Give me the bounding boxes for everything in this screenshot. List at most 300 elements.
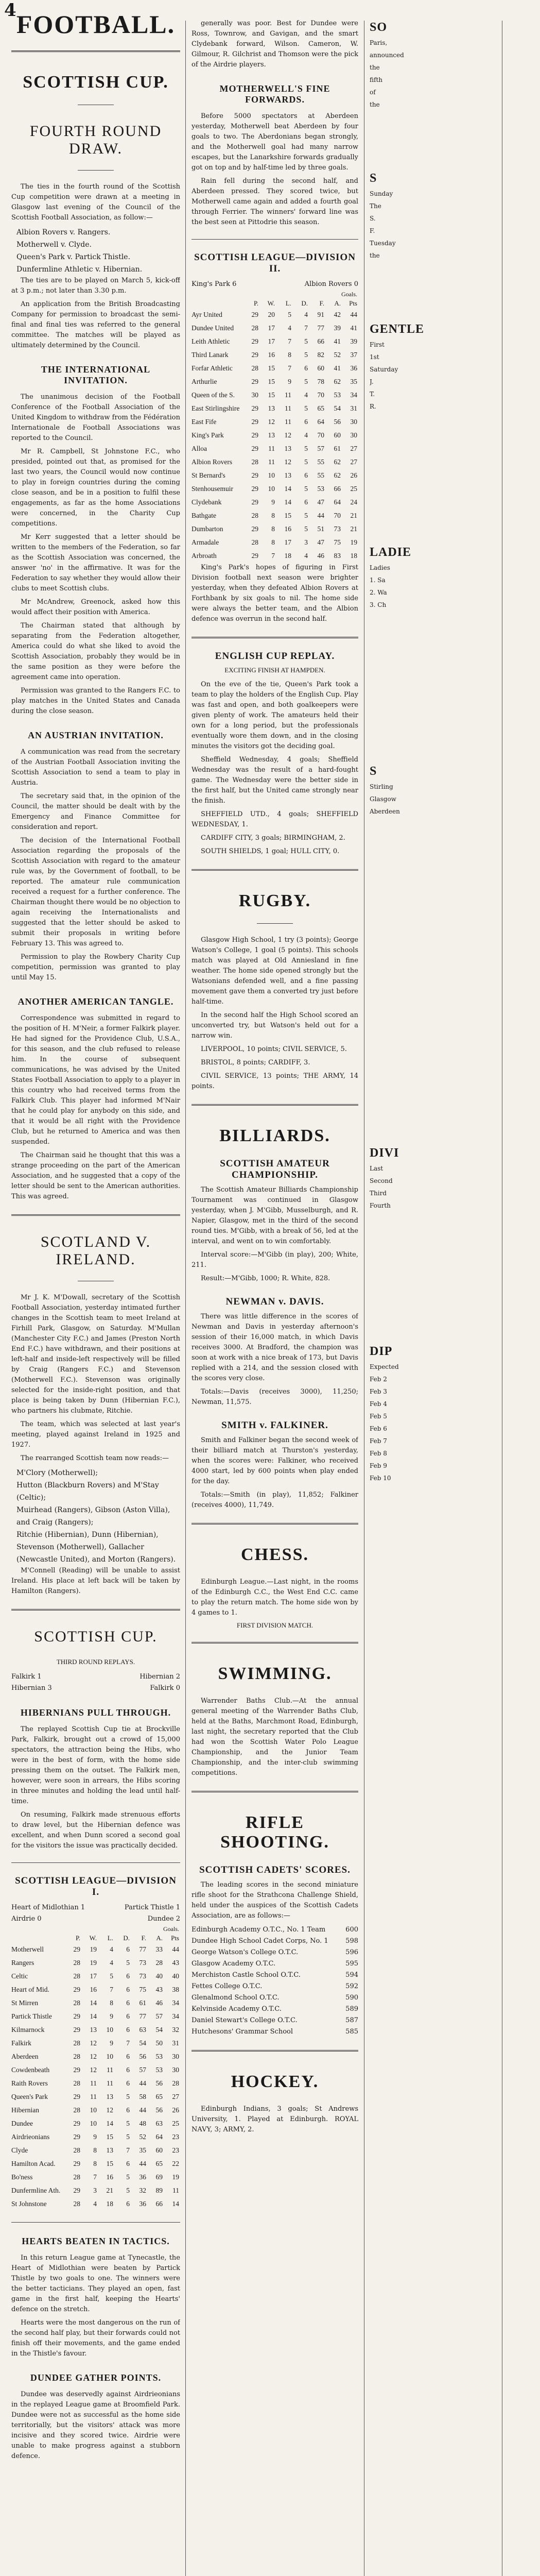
table-row [11,2197,180,2211]
table-cell: 6 [304,498,308,506]
table-cell: 55 [317,458,324,466]
fragment-line: The [370,202,381,210]
table-cell: 28 [73,2200,80,2208]
article-paragraph: The replayed Scottish Cup tie at Brockville Park, Falkirk, brought out a crowd of 15,000 spectators, the attraction being the Hibs, who were in the best of form, with the home side pressing them on the outset. The Falkirk men, however, were soon in arrears, the Hibs scoring in three minutes and holding the lead until half-time. [11,1725,180,1805]
table-cell: 4 [288,324,291,332]
table-cell: 28 [73,2053,80,2060]
team-name: Armadale [191,538,219,546]
table-cell: 11 [285,404,291,412]
table-header-row [11,1925,180,1934]
table-cell: 6 [126,2106,130,2114]
fragment-line: the [370,101,380,108]
table-cell: 29 [251,404,258,412]
divider [78,170,114,171]
score-value: 592 [345,1982,358,1990]
table-cell: 28 [73,2146,80,2154]
team-name: Forfar Athletic [191,364,233,372]
column-header: F. [141,1934,146,1942]
fragment-line: Aberdeen [370,808,400,815]
subhead-newman-davis: NEWMAN v. DAVIS. [225,1296,324,1307]
article-paragraph: The Chairman stated that although by separating from the Federation altogether, America could do what she liked to avoid the Scottish Association, probably they would be in the same position as they were before the agreement came into operation. [11,622,180,681]
result-paragraph: Result:—M'Gibb, 1000; R. White, 828. [201,1275,330,1282]
column-header: Pts [349,299,357,307]
headline-rugby: RUGBY. [238,891,311,910]
table-cell: 46 [155,1999,163,2007]
result-paragraph: CARDIFF CITY, 3 goals; BIRMINGHAM, 2. [201,834,345,842]
score-value: 598 [345,1937,358,1945]
article-paragraph: Before 5000 spectators at Aberdeen yesterday, Motherwell beat Aberdeen by four goals to two. The Aberdonians began strongly, and the Motherwell goal had many narrow escapes, but the Lanarkshire forwards gradually got on top and by half-time led by three goals. [191,112,358,172]
table-cell: 13 [284,445,291,452]
fragment-line: of [370,89,376,96]
table-cell: 13 [90,2026,97,2033]
article-paragraph: Hearts were the most dangerous on the run of the second half play, but their forwards could not finish off their movements, and the game ended in the Thistle's favour. [11,2319,180,2358]
home-score: 1 [80,1904,85,1911]
away-score: 0 [176,1684,180,1692]
fragment-line: Feb 3 [370,1388,387,1395]
rifle-score-list [191,1924,358,2038]
fragment-heading: GENTLE [370,323,425,336]
fragment-line: Fourth [370,1202,391,1209]
headline-billiards: BILLIARDS. [219,1126,330,1145]
table-row [11,1956,180,1970]
away-team: Dundee [147,1915,174,1923]
table-cell: 29 [73,2120,80,2127]
article-paragraph: Mr R. Campbell, St Johnstone F.C., who presided, pointed out that, as promised for the last two years, the Council would now continue to play in foreign countries during the coming close season, and be in a position to fulfil these engagements, as far as the home Associations were concerned, in the Charity Cup competitions. [11,448,180,528]
headline-english-cup: ENGLISH CUP REPLAY. [215,651,335,662]
fragment-line: Last [370,1165,384,1172]
table-cell: 11 [90,2093,97,2100]
table-cell: 83 [334,552,341,560]
team-name: Kilmarnock [11,2026,45,2033]
table-cell: 13 [268,404,275,412]
team-name: Rangers [11,1959,34,1967]
table-cell: 15 [268,364,275,372]
table-row [191,536,358,549]
column-1 [11,0,180,2576]
away-score: 2 [176,1673,180,1681]
table-cell: 23 [172,2146,179,2154]
subhead-third-round: THIRD ROUND REPLAYS. [56,1658,135,1666]
table-cell: 28 [73,2106,80,2114]
table-row [191,522,358,536]
column-header: D. [123,1934,130,1942]
table-cell: 4 [93,2200,97,2208]
table-cell: 29 [73,2160,80,2167]
goals-label: Goals. [341,291,357,298]
table-cell: 9 [93,2133,97,2141]
table-row [191,509,358,522]
table-cell: 27 [172,2093,179,2100]
home-score: 6 [232,280,237,288]
double-rule [191,1642,358,1643]
team-name: Raith Rovers [11,2079,48,2087]
table-row [191,442,358,455]
table-cell: 75 [334,538,341,546]
table-cell: 54 [139,2039,146,2047]
table-cell: 14 [90,1999,97,2007]
headline-scotland-ireland: SCOTLAND V. IRELAND. [40,1233,151,1268]
divider [257,923,293,924]
fragment-line: 2. Wa [370,589,387,596]
article-paragraph: The rearranged Scottish team now reads:— [21,1454,169,1462]
table-cell: 52 [139,2133,146,2141]
table-cell: 36 [139,2200,146,2208]
table-cell: 18 [106,2200,113,2208]
table-cell: 29 [73,2093,80,2100]
table-row [11,2184,180,2197]
table-cell: 34 [172,2012,179,2020]
table-cell: 8 [93,2160,97,2167]
table-cell: 19 [350,538,357,546]
team-name: Queen of the S. [191,391,235,399]
table-row [11,2077,180,2090]
article-paragraph: The decision of the International Football Association regarding the proposals of the Scottish Association with regard to the amateur rule was, by the Government of football, to be reported. The amateur rule communication received a request for a further conference. The Chairman thought there would be no objection to again receiving the Internationalists and suggested that the letter should be asked to submit their proposals in writing before February 13. This was agreed to. [11,837,180,947]
table-cell: 28 [155,1959,163,1967]
home-team: King's Park [191,280,230,288]
table-cell: 7 [304,324,308,332]
table-cell: 57 [317,445,324,452]
table-cell: 70 [334,512,341,519]
table-cell: 29 [251,431,258,439]
table-cell: 26 [350,471,357,479]
fragment-line: the [370,64,380,71]
score-value: 594 [345,1971,358,1979]
table-cell: 7 [126,2146,130,2154]
column-header: L. [107,1934,113,1942]
table-cell: 17 [90,1972,97,1980]
table-cell: 17 [284,538,291,546]
headline-scottish-cup: SCOTTISH CUP. [23,73,169,92]
column-header: D. [301,299,308,307]
table-cell: 28 [172,2079,179,2087]
column-header: P. [75,1934,80,1942]
table-row [191,429,358,442]
headline-rifle-shooting: RIFLE SHOOTING. [220,1813,329,1852]
away-team: Albion Rovers [304,280,352,288]
article-paragraph: Edinburgh Indians, 3 goals; St Andrews University, 1. Played at Edinburgh. ROYAL NAVY, 3; ARMY, 2. [191,2105,358,2133]
fragment-line: announced [370,52,404,59]
table-cell: 73 [334,525,341,533]
subhead-austrian-invitation: AN AUSTRIAN INVITATION. [28,730,164,740]
table-cell: 30 [172,2053,179,2060]
table-cell: 15 [106,2160,113,2167]
result-paragraph: CIVIL SERVICE, 13 points; THE ARMY, 14 points. [191,1072,358,1090]
table-cell: 53 [334,391,341,399]
table-cell: 6 [126,2026,130,2033]
score-value: 600 [345,1926,358,1934]
fragment-line: Feb 4 [370,1400,387,1408]
table-cell: 9 [271,498,275,506]
article-paragraph: The ties are to be played on March 5, kick-off at 3 p.m.; not later than 3.30 p.m. [11,277,180,295]
column-3 [370,0,496,2576]
tie: Dunfermline Athletic v. Hibernian. [16,265,143,274]
table-cell: 43 [155,1986,163,1993]
team-name: St Johnstone [11,2200,47,2208]
lineup-line: Muirhead (Rangers), Gibson (Aston Villa), and Craig (Rangers); [16,1506,170,1527]
table-cell: 63 [155,2120,163,2127]
table-cell: 62 [334,471,341,479]
table-cell: 54 [334,404,341,412]
table-cell: 7 [110,1986,113,1993]
score-value: 590 [345,1994,358,2002]
table-cell: 5 [304,404,308,412]
article-paragraph: Mr J. K. M'Dowall, secretary of the Scottish Football Association, yesterday intimated further changes in the Scottish team to meet Ireland at Firhill Park, Glasgow, on Saturday. M'Mullan (Manchester City F.C.) and James (Preston North End F.C.) have withdrawn, and their positions at left-half and inside-left respectively will be filled by Craig (Rangers F.C.) and Stevenson (Motherwell F.C.). Stevenson was originally selected for the inside-right position, and that place is being taken by Dunn (Hibernian F.C.), who partners his clubmate, Ritchie. [11,1294,180,1415]
tie: Albion Rovers v. Rangers. [16,228,111,236]
table-cell: 42 [334,311,341,318]
table-cell: 35 [139,2146,146,2154]
table-row [11,1996,180,2010]
team-name: Hamilton Acad. [11,2160,56,2167]
table-cell: 5 [304,512,308,519]
rifle-score-row [191,1947,358,1958]
table-cell: 14 [172,2200,179,2208]
table-cell: 29 [251,418,258,426]
table-cell: 58 [139,2093,146,2100]
column-4-sliver [507,0,540,2576]
fragment-line: 1st [370,353,379,361]
fragment-line: Feb 6 [370,1425,387,1432]
table-cell: 65 [155,2160,163,2167]
away-score: 2 [176,1915,180,1923]
table-cell: 70 [317,391,324,399]
table-cell: 69 [155,2173,163,2181]
table-column-header-row [191,299,358,308]
result-paragraph: LIVERPOOL, 10 points; CIVIL SERVICE, 5. [201,1045,347,1053]
table-cell: 28 [73,1972,80,1980]
team-name: Ayr United [191,311,222,318]
tie: Queen's Park v. Partick Thistle. [16,253,131,261]
team-name: Leith Athletic [191,337,230,345]
table-cell: 12 [90,2053,97,2060]
table-cell: 11 [285,418,291,426]
table-cell: 21 [350,525,357,533]
team-name: Arthurlie [191,378,217,385]
table-column-header-row [11,1934,180,1943]
table-cell: 29 [251,311,258,318]
result-paragraph: SOUTH SHIELDS, 1 goal; HULL CITY, 0. [201,848,340,855]
fragment-block [370,782,496,817]
team-name: Albion Rovers [191,458,233,466]
result-line [11,1671,180,1683]
table-cell: 17 [268,337,275,345]
article-paragraph: In this return League game at Tynecastle, the Heart of Midlothian were beaten by Partick Thistle by two goals to one. The winners were the better tacticians. They played an open, fast game in the first half, keeping the Hearts' defence on the stretch. [11,2254,180,2313]
article-paragraph: The secretary said that, in the opinion of the Council, the matter should be dealt with by the Emergency and Finance Committee for consideration and report. [11,792,180,831]
table-cell: 53 [317,485,324,493]
headline-chess: CHESS. [241,1545,309,1564]
table-cell: 6 [126,2160,130,2167]
table-row [11,2117,180,2130]
result-line [11,1683,180,1694]
team-name: Bathgate [191,512,216,519]
subhead-chess-division: FIRST DIVISION MATCH. [236,1621,313,1629]
table-cell: 4 [304,391,308,399]
table-cell: 6 [126,1986,130,1993]
article-paragraph: The unanimous decision of the Football Conference of the Football Association of the United Kingdom to withdraw from the Fédération Internationale de Football Associations was reported to the Council. [11,393,180,442]
table-cell: 91 [317,311,324,318]
team-name: Falkirk [11,2039,31,2047]
fragment-line: T. [370,391,375,398]
home-score: 0 [37,1915,42,1923]
fragment-line: First [370,341,385,348]
table-cell: 29 [251,337,258,345]
team-name: Arbroath [191,552,217,560]
table-cell: 47 [317,538,324,546]
article-paragraph: Sheffield Wednesday, 4 goals; Sheffield Wednesday was the result of a hard-fought game. The Wednesday were the better side in the first half, but the United came strongly near the finish. [191,756,358,805]
fragment-block [370,1362,496,1483]
table-cell: 7 [93,2173,97,2181]
fragment-line: Stirling [370,783,393,790]
table-cell: 35 [350,378,357,385]
fragment-line: Paris, [370,39,388,46]
table-cell: 4 [110,1959,113,1967]
table-cell: 48 [139,2120,146,2127]
fragment-line: Tuesday [370,240,396,247]
table-cell: 12 [284,458,291,466]
table-cell: 29 [73,1986,80,1993]
fragment-line: F. [370,227,375,234]
article-paragraph: Dundee was deservedly against Airdrieonians in the replayed League game at Broomfield Park. Dundee were not as successful as the home side territorially, but the visitors' attack was more incisive and they scored twice. Airdrie were unable to make progress against a stubborn defence. [11,2391,180,2460]
table-cell: 6 [126,2066,130,2074]
subhead-international-invitation: THE INTERNATIONAL INVITATION. [41,364,151,385]
fragment-line: Feb 10 [370,1475,391,1482]
rifle-score-row [191,1936,358,1947]
table-cell: 65 [317,404,324,412]
table-cell: 29 [73,1945,80,1953]
table-cell: 15 [106,2133,113,2141]
table-row [11,2090,180,2104]
article-paragraph: Mr McAndrew, Greenock, asked how this would affect their position with America. [11,598,180,616]
table-cell: 77 [317,324,324,332]
table-cell: 30 [172,2066,179,2074]
table-cell: 75 [139,1986,146,1993]
rifle-score-row [191,1924,358,1936]
table-cell: 11 [90,2079,97,2087]
fragment-block [370,38,496,110]
table-cell: 60 [317,364,324,372]
rifle-score-row [191,1981,358,1992]
article-paragraph: On the eve of the tie, Queen's Park took a team to play the holders of the English Cup. Play was fast and open, and both goalkeepers were given plenty of work. The amateurs held their own for a long period, but the professionals eventually wore them down, and in the closing minutes the visitors got the deciding goal. [191,681,358,750]
table-cell: 44 [172,1945,179,1953]
rifle-score-row [191,2004,358,2015]
headline-scottish-cup-2: SCOTTISH CUP. [34,1628,158,1645]
table-cell: 4 [110,1945,113,1953]
table-cell: 24 [350,498,357,506]
result-paragraph: SHEFFIELD UTD., 4 goals; SHEFFIELD WEDNESDAY, 1. [191,810,358,828]
table-cell: 15 [268,391,275,399]
table-cell: 33 [155,1945,163,1953]
table-cell: 9 [110,2012,113,2020]
headline-fourth-round: FOURTH ROUND DRAW. [29,123,162,157]
score-value: 587 [345,2016,358,2024]
lineup-line: M'Clory (Motherwell); [16,1469,98,1477]
table-cell: 11 [268,445,275,452]
table-header-row [191,290,358,299]
table-cell: 13 [284,471,291,479]
fragment-line: 1. Sa [370,577,386,584]
table-cell: 61 [139,1999,146,2007]
subhead-smith-falkiner: SMITH v. FALKINER. [221,1420,328,1431]
table-cell: 10 [90,2120,97,2127]
table-row [11,1983,180,1996]
table-cell: 5 [304,378,308,385]
result-line [11,1902,180,1913]
table-cell: 28 [251,364,258,372]
subhead-dundee: DUNDEE GATHER POINTS. [30,2372,162,2383]
table-cell: 12 [284,431,291,439]
table-row [11,2144,180,2157]
table-cell: 8 [271,538,275,546]
column-header: W. [267,299,275,307]
table-cell: 7 [126,2039,130,2047]
table-cell: 25 [172,2120,179,2127]
table-cell: 28 [73,2079,80,2087]
table-cell: 32 [172,2026,179,2033]
table-cell: 11 [107,2079,113,2087]
team-name: Queen's Park [11,2093,48,2100]
table-cell: 46 [317,552,324,560]
rule [11,1862,180,1863]
table-cell: 9 [110,2039,113,2047]
table-row [11,2104,180,2117]
article-paragraph: Permission to play the Rowbery Charity Cup competition, permission was granted to play until May 15. [11,953,180,981]
table-cell: 30 [251,391,258,399]
table-cell: 28 [73,1959,80,1967]
table-cell: 44 [139,2106,146,2114]
team-name: Daniel Stewart's College O.T.C. [191,2016,298,2024]
table-cell: 66 [317,337,324,345]
fragment-heading: SO [370,21,388,34]
table-cell: 62 [334,458,341,466]
result-line [191,279,358,290]
table-cell: 12 [90,2039,97,2047]
column-header: W. [89,1934,97,1942]
fragment-block [370,1163,496,1211]
table-cell: 39 [334,324,341,332]
table-cell: 29 [73,2133,80,2141]
table-cell: 27 [350,445,357,452]
table-cell: 41 [334,337,341,345]
team-name: Dunfermline Ath. [11,2187,61,2194]
table-cell: 89 [155,2187,163,2194]
table-cell: 6 [126,1999,130,2007]
column-rule [185,21,186,2576]
table-cell: 39 [350,337,357,345]
table-cell: 61 [334,445,341,452]
fragment-line: Third [370,1190,387,1197]
table-cell: 5 [304,485,308,493]
table-cell: 12 [90,2066,97,2074]
subhead-motherwell: MOTHERWELL'S FINE FORWARDS. [219,83,330,105]
table-cell: 29 [73,2066,80,2074]
double-rule [191,637,358,638]
score-value: 589 [345,2005,358,2013]
goals-label: Goals. [163,1925,179,1933]
table-cell: 10 [106,2053,113,2060]
article-paragraph: Rain fell during the second half, and Aberdeen pressed. They scored twice, but Motherwell came again and added a fourth goal through Ferrier. The winners' forward line was the best seen at Pittodrie this season. [191,177,358,226]
score-value: 596 [345,1948,358,1956]
article-paragraph: M'Connell (Reading) will be unable to assist Ireland. His place at left back will be taken by Hamilton (Rangers). [11,1567,180,1595]
fragment-line: Sunday [370,190,393,197]
table-cell: 16 [268,351,275,359]
table-cell: 16 [106,2173,113,2181]
score-value: 595 [345,1960,358,1968]
double-rule [191,1523,358,1524]
table-cell: 37 [350,351,357,359]
article-paragraph: Mr Kerr suggested that a letter should be written to the members of the Federation, so far as the Scottish Association was concerned, the answer 'no' in the affirmative. It was for the Federation to say whether they would allow their clubs to meet Scottish clubs. [11,533,180,592]
team-name: Clyde [11,2146,28,2154]
table-cell: 40 [155,1972,163,1980]
article-paragraph: The Scottish Amateur Billiards Championship Tournament was continued in Glasgow yesterday, when J. M'Gibb, Musselburgh, and R. Napier, Glasgow, met in the third of the second round ties. M'Gibb, with a break of 56, led at the interval, and went on to win comfortably. [191,1186,358,1245]
